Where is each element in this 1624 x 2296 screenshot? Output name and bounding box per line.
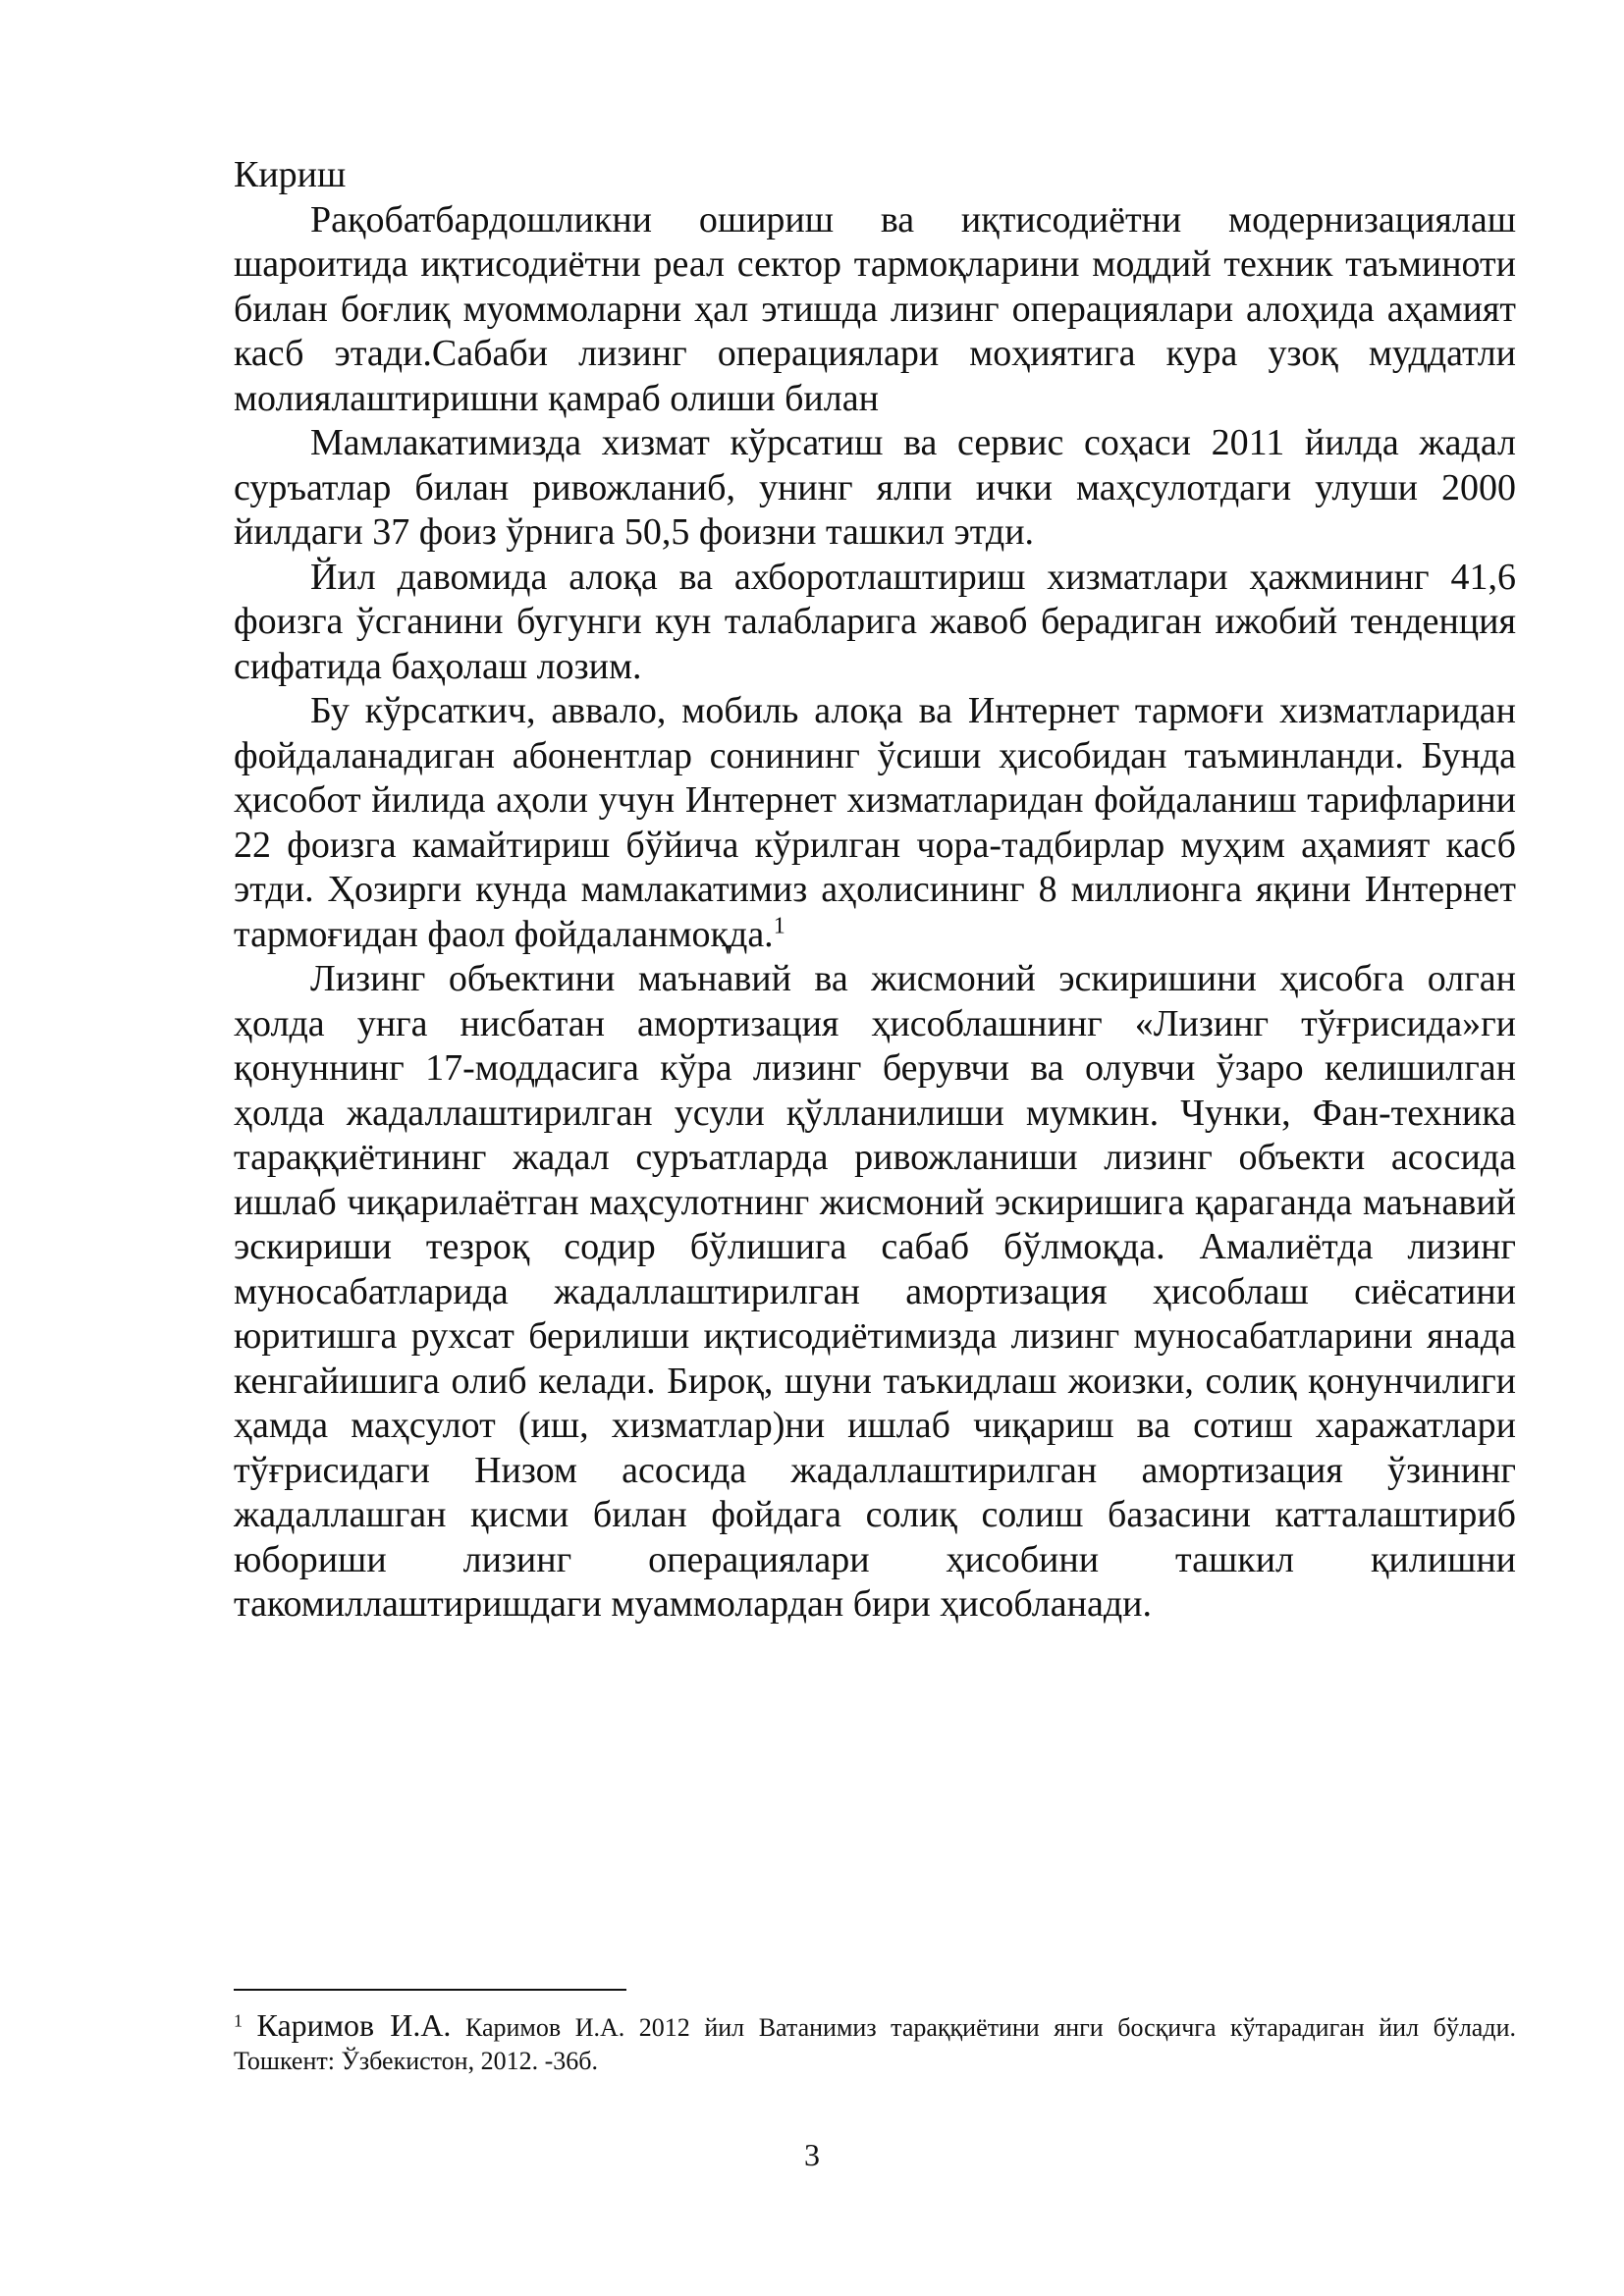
footnote-number: 1 <box>234 2010 243 2031</box>
footnote <box>234 2008 1516 2078</box>
footnote-separator <box>234 1989 626 1991</box>
paragraph-1: Рақобатбардошликни ошириш ва иқтисодиётни модернизациялаш шароитида иқтисодиётни реал сектор тармоқларини моддий техник таъминоти билан боғлиқ муоммоларни ҳал этишда лизинг операциялари алоҳида аҳамият касб этади.Сабаби лизинг операциялари моҳиятига кура узоқ муддатли молиялаштиришни қамраб олиши билан <box>234 198 1516 419</box>
page-number: 3 <box>804 2137 820 2172</box>
footnote-author: Каримов И.А. <box>256 2007 452 2043</box>
footnote-reference[interactable]: 1 <box>773 912 785 938</box>
paragraph-4-text: Бу кўрсаткич, аввало, мобиль алоқа ва Интернет тармоғи хизматларидан фойдаланадиган абонентлар сонининг ўсиши ҳисобидан таъминланди. Бунда ҳисобот йилида аҳоли учун Интернет хизматларидан фойдаланиш тарифларини 22 фоизга камайтириш бўйича кўрилган чора-тадбирлар муҳим аҳамият касб этди. Ҳозирги кунда мамлакатимиз аҳолисининг 8 миллионга яқини Интернет тармоғидан фаол фойдаланмоқда. <box>234 690 1516 955</box>
paragraph-2: Мамлакатимизда хизмат кўрсатиш ва сервис соҳаси 2011 йилда жадал суръатлар билан ривожланиб, унинг ялпи ички маҳсулотдаги улуши 2000 йилдаги 37 фоиз ўрнига 50,5 фоизни ташкил этди. <box>234 422 1516 553</box>
section-heading: Кириш <box>234 154 347 195</box>
paragraph-5: Лизинг объектини маънавий ва жисмоний эскиришини ҳисобга олган ҳолда унга нисбатан амортизация ҳисоблашнинг «Лизинг тўғрисида»ги қонуннинг 17-моддасига кўра лизинг берувчи ва олувчи ўзаро келишилган ҳолда жадаллаштирилган усули қўлланилиши мумкин. Чунки, Фан-техника тараққиётининг жадал суръатларда ривожланиши лизинг объекти асосида ишлаб чиқарилаётган маҳсулотнинг жисмоний эскиришига қараганда маънавий эскириши тезроқ содир бўлишига сабаб бўлмоқда. Амалиётда лизинг муносабатларида жадаллаштирилган амортизация ҳисоблаш сиёсатини юритишга рухсат берилиши иқтисодиётимизда лизинг муносабатларини янада кенгайишига олиб келади. Бироқ, шуни таъкидлаш жоизки, солиқ қонунчилиги ҳамда маҳсулот (иш, хизматлар)ни ишлаб чиқариш ва сотиш харажатлари тўғрисидаги Низом асосида жадаллаштирилган амортизация ўзининг жадаллашган қисми билан фойдага солиқ солиш базасини катталаштириб юбориши лизинг операциялари ҳисобини ташкил қилишни такомиллаштиришдаги муаммолардан бири ҳисобланади. <box>234 958 1516 1625</box>
footnote-text: Каримов И.А. 2012 йил Ватанимиз тараққиётини янги босқичга кўтарадиган йил бўлади. Тошкент: Ўзбекистон, 2012. -36б. <box>234 2013 1516 2075</box>
body-text <box>234 153 1516 1628</box>
paragraph-3: Йил давомида алоқа ва ахборотлаштириш хизматлари ҳажмининг 41,6 фоизга ўсганини бугунги кун талабларига жавоб берадиган ижобий тенденция сифатида баҳолаш лозим. <box>234 556 1516 687</box>
paragraph-4 <box>234 689 1516 957</box>
